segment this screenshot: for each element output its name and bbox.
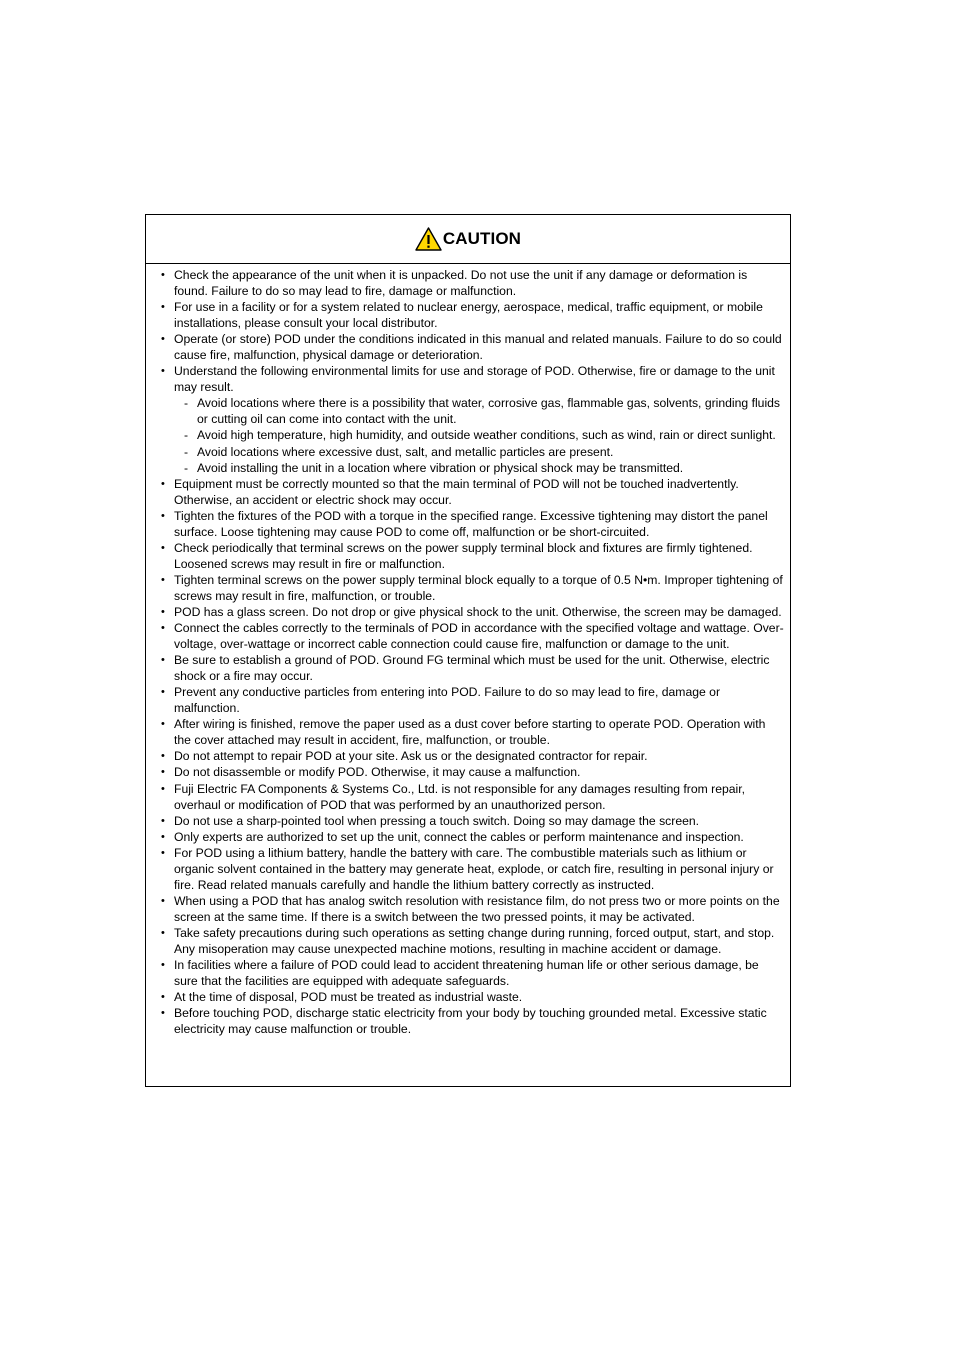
list-item: • For use in a facility or for a system related to nuclear energy, aerospace, medical, traffic equipment, or mobile installations, please consult your local distributor. bbox=[146, 299, 784, 331]
list-item: • Connect the cables correctly to the terminals of POD in accordance with the specified voltage and wattage. Over-voltage, over-wattage or incorrect cable connection could cause fire, malfunction or damage to the unit. bbox=[146, 620, 784, 652]
list-item: • Prevent any conductive particles from entering into POD. Failure to do so may lead to fire, damage or malfunction. bbox=[146, 684, 784, 716]
list-item: • POD has a glass screen. Do not drop or give physical shock to the unit. Otherwise, the screen may be damaged. bbox=[146, 604, 784, 620]
caution-box bbox=[145, 214, 791, 1087]
list-item: • In facilities where a failure of POD could lead to accident threatening human life or other serious damage, be sure that the facilities are equipped with adequate safeguards. bbox=[146, 957, 784, 989]
list-item: • Do not disassemble or modify POD. Otherwise, it may cause a malfunction. bbox=[146, 764, 784, 780]
list-item: • Fuji Electric FA Components & Systems Co., Ltd. is not responsible for any damages resulting from repair, overhaul or modification of POD that was performed by an unauthorized person. bbox=[146, 781, 784, 813]
list-item: • At the time of disposal, POD must be treated as industrial waste. bbox=[146, 989, 784, 1005]
list-item: • Operate (or store) POD under the conditions indicated in this manual and related manuals. Failure to do so could cause fire, malfunction, physical damage or deterioration. bbox=[146, 331, 784, 363]
list-item: • Take safety precautions during such operations as setting change during running, forced output, start, and stop. Any misoperation may cause unexpected machine motions, resulting in machine accident or damage. bbox=[146, 925, 784, 957]
list-item: • Before touching POD, discharge static electricity from your body by touching grounded metal. Excessive static electricity may cause malfunction or trouble. bbox=[146, 1005, 784, 1037]
sub-list-item: - Avoid locations where there is a possibility that water, corrosive gas, flammable gas, solvents, grinding fluids or cutting oil can come into contact with the unit. bbox=[146, 395, 784, 427]
list-item: • Do not use a sharp-pointed tool when pressing a touch switch. Doing so may damage the screen. bbox=[146, 813, 784, 829]
list-item: • When using a POD that has analog switch resolution with resistance film, do not press two or more points on the screen at the same time. If there is a switch between the two pressed points, it may be activated. bbox=[146, 893, 784, 925]
list-item: • Only experts are authorized to set up the unit, connect the cables or perform maintenance and inspection. bbox=[146, 829, 784, 845]
list-item: • Tighten terminal screws on the power supply terminal block equally to a torque of 0.5 N•m. Improper tightening of screws may result in fire, malfunction, or trouble. bbox=[146, 572, 784, 604]
list-item: • Equipment must be correctly mounted so that the main terminal of POD will not be touched inadvertently. Otherwise, an accident or electric shock may occur. bbox=[146, 476, 784, 508]
list-item: • Tighten the fixtures of the POD with a torque in the specified range. Excessive tightening may distort the panel surface. Loose tightening may cause POD to come off, malfunction or be short-circuited. bbox=[146, 508, 784, 540]
list-item: • For POD using a lithium battery, handle the battery with care. The combustible materials such as lithium or organic solvent contained in the battery may generate heat, explode, or catch fire, resulting in personal injury or fire. Read related manuals carefully and handle the lithium battery correctly as instructed. bbox=[146, 845, 784, 893]
list-item: • After wiring is finished, remove the paper used as a dust cover before starting to operate POD. Operation with the cover attached may result in accident, fire, malfunction, or trouble. bbox=[146, 716, 784, 748]
list-item: • Check the appearance of the unit when it is unpacked. Do not use the unit if any damage or deformation is found. Failure to do so may lead to fire, damage or malfunction. bbox=[146, 267, 784, 299]
sub-list-item: - Avoid locations where excessive dust, salt, and metallic particles are present. bbox=[146, 444, 784, 460]
list-item: • Understand the following environmental limits for use and storage of POD. Otherwise, fire or damage to the unit may result. bbox=[146, 363, 784, 395]
sub-list-item: - Avoid high temperature, high humidity, and outside weather conditions, such as wind, rain or direct sunlight. bbox=[146, 427, 784, 443]
caution-header bbox=[146, 215, 790, 264]
list-item: • Be sure to establish a ground of POD. Ground FG terminal which must be used for the unit. Otherwise, electric shock or a fire may occur. bbox=[146, 652, 784, 684]
list-item: • Do not attempt to repair POD at your site. Ask us or the designated contractor for repair. bbox=[146, 748, 784, 764]
caution-title: CAUTION bbox=[442, 229, 522, 248]
warning-triangle-icon bbox=[415, 227, 442, 251]
list-item: • Check periodically that terminal screws on the power supply terminal block and fixtures are firmly tightened. Loosened screws may result in fire or malfunction. bbox=[146, 540, 784, 572]
sub-list-item: - Avoid installing the unit in a location where vibration or physical shock may be transmitted. bbox=[146, 460, 784, 476]
caution-list bbox=[146, 264, 790, 1037]
